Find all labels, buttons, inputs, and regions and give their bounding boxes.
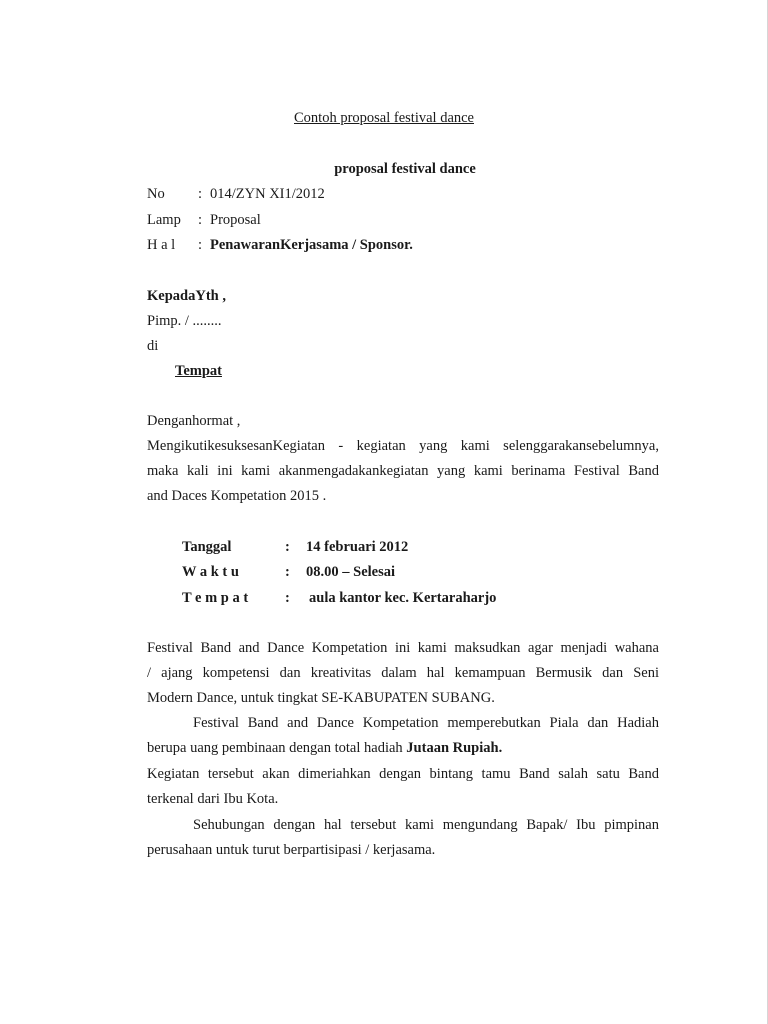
recipient-place: Tempat — [175, 363, 222, 379]
subject-title: proposal festival dance — [334, 161, 476, 177]
detail-colon: : — [285, 564, 290, 580]
purpose-line: Festival Band and Dance Kompetation ini kami maksudkan agar menjadi wahana — [147, 640, 659, 656]
detail-colon: : — [285, 590, 290, 606]
closing-line: perusahaan untuk turut berpartisipasi / kerjasama. — [147, 842, 436, 858]
detail-value: 08.00 – Selesai — [306, 564, 396, 580]
detail-label: W a k t u — [182, 564, 239, 580]
meta-row-attachment — [147, 210, 261, 230]
guest-line: Kegiatan tersebut akan dimeriahkan dengan bintang tamu Band salah satu Band — [147, 766, 659, 782]
closing-line: Sehubungan dengan hal tersebut kami mengundang Bapak/ Ibu pimpinan — [193, 817, 659, 833]
meta-value: Proposal — [210, 212, 261, 228]
recipient-at: di — [147, 338, 159, 354]
guest-line: terkenal dari Ibu Kota. — [147, 791, 279, 807]
prize-line: Festival Band and Dance Kompetation memperebutkan Piala dan Hadiah — [193, 715, 659, 731]
prize-amount: Jutaan Rupiah. — [406, 740, 503, 756]
prize-line — [147, 738, 502, 758]
meta-colon: : — [198, 237, 203, 253]
meta-value: 014/ZYN XI1/2012 — [210, 186, 325, 202]
intro-line: and Daces Kompetation 2015 . — [147, 488, 327, 504]
purpose-line: / ajang kompetensi dan kreativitas dalam hal kemampuan Bermusik dan Seni — [147, 665, 659, 681]
detail-row-place — [182, 588, 496, 608]
meta-value: PenawaranKerjasama / Sponsor. — [210, 237, 413, 253]
recipient-greeting: KepadaYth , — [147, 288, 226, 304]
detail-colon: : — [285, 539, 290, 555]
detail-label: Tanggal — [182, 539, 232, 555]
meta-colon: : — [198, 186, 203, 202]
meta-row-number — [147, 184, 325, 204]
meta-colon: : — [198, 212, 203, 228]
detail-row-date — [182, 537, 408, 557]
meta-label: Lamp — [147, 212, 181, 228]
intro-line: MengikutikesuksesanKegiatan - kegiatan yang kami selenggarakansebelumnya, — [147, 438, 659, 454]
meta-label: No — [147, 186, 165, 202]
document-title: Contoh proposal festival dance — [294, 110, 474, 126]
detail-row-time — [182, 562, 395, 582]
meta-label: H a l — [147, 237, 176, 253]
prize-text: berupa uang pembinaan dengan total hadiah — [147, 740, 407, 756]
purpose-line: Modern Dance, untuk tingkat SE-KABUPATEN SUBANG. — [147, 690, 495, 706]
recipient-position: Pimp. / ........ — [147, 313, 222, 329]
meta-row-subject — [147, 235, 413, 255]
detail-label: T e m p a t — [182, 590, 249, 606]
detail-value: aula kantor kec. Kertaraharjo — [309, 590, 497, 606]
opening-salutation: Denganhormat , — [147, 413, 241, 429]
intro-line: maka kali ini kami akanmengadakankegiatan yang kami berinama Festival Band — [147, 463, 659, 479]
detail-value: 14 februari 2012 — [306, 539, 409, 555]
